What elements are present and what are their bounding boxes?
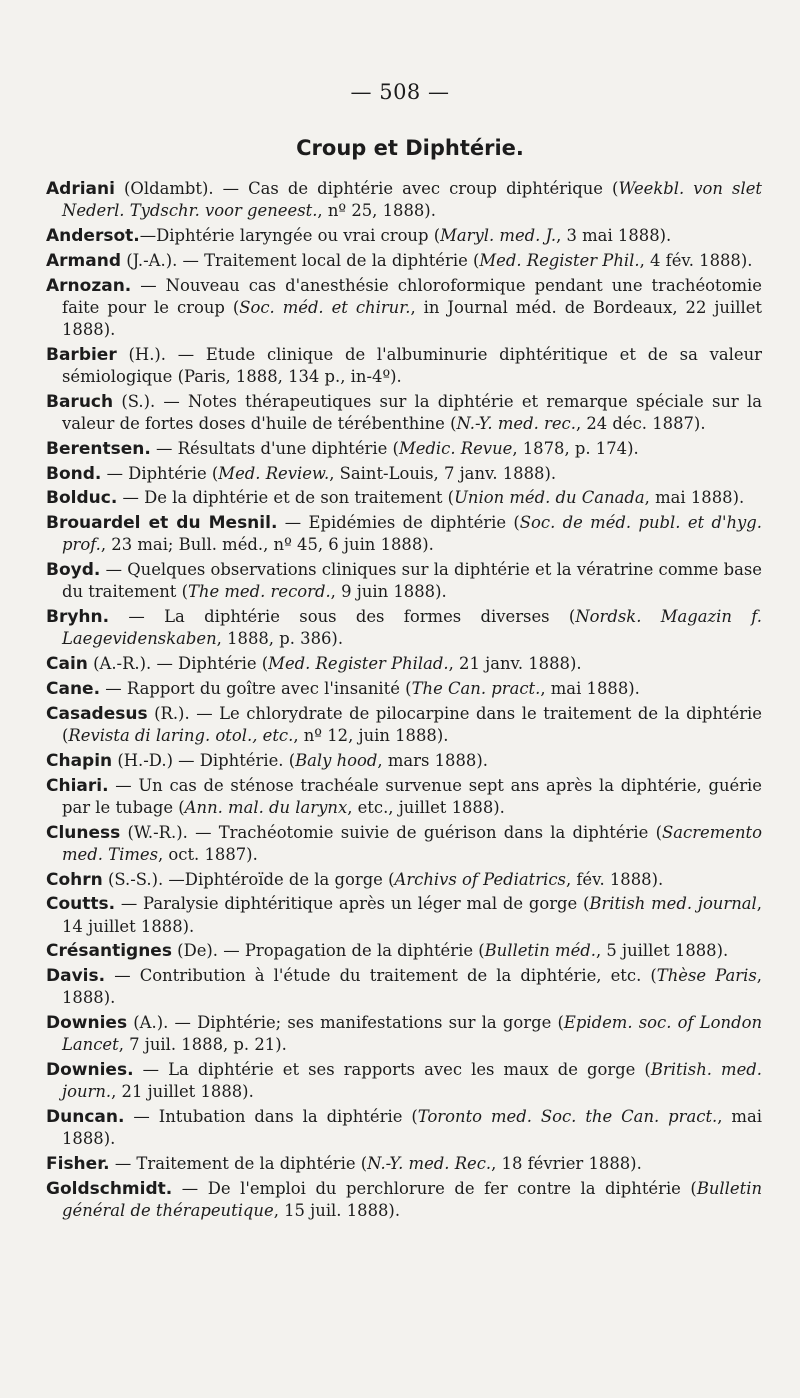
- entry-author: Crésantignes: [46, 941, 172, 962]
- entry-author: Goldschmidt.: [46, 1178, 173, 1199]
- entry-text: (A.-R.). — Diphtérie (: [87, 654, 269, 674]
- entry-tail: , 1878, p. 174).: [512, 438, 639, 458]
- entry-reference: Soc. méd. et chirur.: [239, 297, 411, 317]
- bibliography-entry: [46, 512, 762, 556]
- entry-tail: , 9 juin 1888).: [330, 582, 447, 602]
- entry-author: Chapin: [46, 750, 113, 771]
- page-number: — 508 —: [350, 80, 450, 104]
- entry-author: Bryhn.: [46, 607, 110, 628]
- entry-tail: , mars 1888).: [377, 750, 488, 770]
- entry-text: — Rapport du goître avec l'insanité (: [100, 678, 412, 698]
- entry-reference: Medic. Revue: [398, 438, 513, 458]
- entry-author: Chiari.: [46, 775, 109, 796]
- entry-tail: , 7 juil. 1888, p. 21).: [118, 1035, 287, 1055]
- entry-tail: , etc., juillet 1888).: [347, 797, 505, 817]
- bibliography-entry: [46, 463, 762, 485]
- entry-tail: , in Journal méd. de Bordeaux, 22 juillet 1888).: [62, 297, 763, 339]
- entry-reference: Sacremento med. Times: [62, 822, 762, 864]
- entry-author: Armand: [46, 250, 121, 271]
- entry-author: Arnozan.: [46, 275, 132, 296]
- entry-reference: Maryl. med. J.: [440, 226, 557, 245]
- entry-reference: The med. record.: [187, 582, 331, 602]
- entry-text: — Quelques observations cliniques sur la diphtérie et la vératrine comme base du traitement (: [62, 560, 762, 602]
- entry-reference: N.-Y. med. rec.: [456, 414, 576, 433]
- entry-text: — Nouveau cas d'anesthésie chloroformique pendant une trachéotomie faite pour le croup (: [62, 275, 762, 317]
- entry-tail: , 24 déc. 1887).: [575, 414, 706, 433]
- entry-author: Downies.: [46, 1060, 134, 1081]
- entry-tail: , 21 juillet 1888).: [111, 1082, 254, 1102]
- entry-reference: Soc. de méd. publ. et d'hyg. prof.: [62, 513, 762, 555]
- entry-text: — Contribution à l'étude du traitement de la diphtérie, etc. (: [105, 966, 657, 986]
- entry-author: Baruch: [46, 391, 114, 412]
- entry-tail: , 1888, p. 386).: [216, 629, 344, 649]
- bibliography-entry: [46, 606, 762, 650]
- entry-tail: , mai 1888).: [644, 488, 745, 508]
- entry-tail: , 4 fév. 1888).: [639, 250, 753, 270]
- bibliography-entry: [46, 344, 762, 388]
- bibliography-entry: [46, 275, 762, 342]
- entry-author: Downies: [46, 1013, 128, 1034]
- entry-text: — Intubation dans la diphtérie (: [124, 1107, 418, 1127]
- bibliography-entry: [46, 750, 762, 772]
- bibliography-entry: [46, 1153, 762, 1175]
- entry-text: — Résultats d'une diphtérie (: [150, 438, 399, 458]
- entry-reference: Bulletin général de thérapeutique: [62, 1178, 762, 1221]
- entry-tail: , 18 février 1888).: [491, 1154, 642, 1174]
- entry-text: (H.-D.) — Diphtérie. (: [112, 750, 296, 770]
- entry-reference: Weekbl. von slet Nederl. Tydschr. voor geneest.: [62, 179, 762, 221]
- entry-text: —Diphtérie laryngée ou vrai croup (: [139, 226, 441, 245]
- entry-reference: Thèse Paris: [656, 966, 757, 986]
- entry-tail: , 14 juillet 1888).: [62, 894, 762, 936]
- entry-text: (De). — Propagation de la diphtérie (: [171, 941, 485, 961]
- entry-reference: Med. Register Phil.: [479, 250, 640, 270]
- entry-reference: Baly hood: [295, 750, 378, 770]
- entry-text: (H.). — Etude clinique de l'albuminurie diphtéritique et de sa valeur sémiologique (Paris, 1888, 134 p., in-4º).: [62, 344, 762, 386]
- entry-tail: , mai 1888).: [62, 1107, 762, 1149]
- entry-tail: , Saint-Louis, 7 janv. 1888).: [329, 463, 557, 483]
- entry-author: Cane.: [46, 678, 101, 699]
- entry-tail: , 23 mai; Bull. méd., nº 45, 6 juin 1888).: [100, 535, 434, 555]
- entry-author: Barbier: [46, 344, 117, 365]
- entry-author: Bolduc.: [46, 488, 118, 509]
- bibliography-entry: [46, 869, 762, 891]
- entry-reference: Epidem. soc. of London Lancet: [62, 1013, 763, 1055]
- entry-author: Berentsen.: [46, 438, 151, 459]
- entry-reference: Nordsk. Magazin f. Laegevidenskaben: [62, 607, 762, 649]
- entry-reference: Archivs of Pediatrics: [394, 869, 566, 889]
- bibliography-entry: [46, 1012, 762, 1056]
- entry-text: (J.-A.). — Traitement local de la diphtérie (: [121, 250, 480, 270]
- entry-reference: N.-Y. med. Rec.: [367, 1154, 492, 1174]
- entry-reference: Bulletin méd.: [484, 941, 596, 961]
- entry-reference: Toronto med. Soc. the Can. pract.: [417, 1107, 718, 1127]
- bibliography-entry: [46, 559, 762, 603]
- entry-author: Cluness: [46, 822, 121, 843]
- entry-author: Brouardel et du Mesnil.: [46, 513, 278, 534]
- entry-tail: , nº 25, 1888).: [317, 201, 436, 221]
- entry-reference: Ann. mal. du larynx: [184, 797, 348, 817]
- entry-text: — La diphtérie sous des formes diverses (: [109, 607, 576, 627]
- entry-author: Duncan.: [46, 1107, 125, 1128]
- entry-text: (R.). — Le chlorydrate de pilocarpine dans le traitement de la diphtérie (: [62, 703, 762, 745]
- entry-text: (W.-R.). — Trachéotomie suivie de guérison dans la diphtérie (: [120, 822, 663, 842]
- bibliography-entry: [46, 250, 762, 272]
- bibliography-entry: [46, 822, 762, 866]
- bibliography-entry: [46, 487, 762, 509]
- bibliography-entry: [46, 965, 762, 1009]
- bibliography-list: [46, 178, 762, 1225]
- entry-reference: Med. Register Philad.: [268, 654, 449, 674]
- entry-text: (A.). — Diphtérie; ses manifestations sur la gorge (: [127, 1013, 564, 1033]
- entry-tail: , 15 juil. 1888).: [273, 1201, 401, 1221]
- entry-reference: Revista di laring. otol., etc.: [68, 725, 294, 745]
- entry-author: Cain: [46, 654, 88, 675]
- entry-reference: The Can. pract.: [411, 678, 541, 698]
- bibliography-entry: [46, 775, 762, 819]
- entry-tail: , nº 12, juin 1888).: [293, 725, 449, 745]
- entry-author: Casadesus: [46, 703, 148, 724]
- entry-reference: Med. Review.: [218, 463, 330, 483]
- bibliography-entry: [46, 391, 762, 435]
- entry-author: Andersot.: [46, 226, 140, 246]
- entry-author: Coutts.: [46, 894, 116, 915]
- bibliography-entry: [46, 178, 762, 222]
- entry-author: Bond.: [46, 463, 102, 484]
- entry-author: Adriani: [46, 179, 115, 199]
- entry-text: (S.-S.). —Diphtéroïde de la gorge (: [102, 869, 395, 889]
- entry-text: — De l'emploi du perchlorure de fer contre la diphtérie (: [172, 1178, 697, 1198]
- entry-tail: , 5 juillet 1888).: [595, 941, 729, 961]
- bibliography-entry: [46, 225, 762, 247]
- entry-author: Boyd.: [46, 560, 101, 581]
- entry-text: — Un cas de sténose trachéale survenue sept ans après la diphtérie, guérie par le tubage (: [62, 775, 762, 817]
- bibliography-entry: [46, 678, 762, 700]
- entry-reference: Union méd. du Canada: [454, 488, 645, 508]
- bibliography-entry: [46, 940, 762, 962]
- entry-author: Cohrn: [46, 869, 103, 890]
- bibliography-entry: [46, 1178, 762, 1222]
- entry-tail: , 21 janv. 1888).: [448, 654, 582, 674]
- entry-reference: British. med. journ.: [62, 1060, 762, 1102]
- bibliography-entry: [46, 1059, 762, 1103]
- entry-text: (S.). — Notes thérapeutiques sur la diphtérie et remarque spéciale sur la valeur de fortes doses d'huile de térébenthine (: [62, 391, 762, 433]
- entry-tail: , 1888).: [62, 966, 762, 1008]
- entry-text: — La diphtérie et ses rapports avec les maux de gorge (: [133, 1060, 651, 1080]
- bibliography-entry: [46, 1106, 762, 1150]
- entry-tail: , 3 mai 1888).: [556, 226, 672, 245]
- entry-tail: , fév. 1888).: [565, 869, 664, 889]
- entry-text: (Oldambt). — Cas de diphtérie avec croup diphtérique (: [114, 179, 619, 198]
- entry-text: — Paralysie diphtéritique après un léger mal de gorge (: [115, 894, 590, 914]
- section-title: Croup et Diphtérie.: [296, 136, 524, 160]
- entry-reference: British med. journal: [589, 894, 757, 914]
- entry-text: — De la diphtérie et de son traitement (: [117, 488, 455, 508]
- entry-text: — Diphtérie (: [101, 463, 219, 483]
- bibliography-entry: [46, 703, 762, 747]
- entry-author: Davis.: [46, 966, 106, 987]
- bibliography-entry: [46, 893, 762, 937]
- entry-tail: , oct. 1887).: [157, 844, 258, 864]
- entry-author: Fisher.: [46, 1154, 110, 1175]
- bibliography-entry: [46, 653, 762, 675]
- entry-text: — Epidémies de diphtérie (: [277, 513, 520, 533]
- bibliography-entry: [46, 438, 762, 460]
- entry-tail: , mai 1888).: [540, 678, 640, 698]
- entry-text: — Traitement de la diphtérie (: [109, 1154, 368, 1174]
